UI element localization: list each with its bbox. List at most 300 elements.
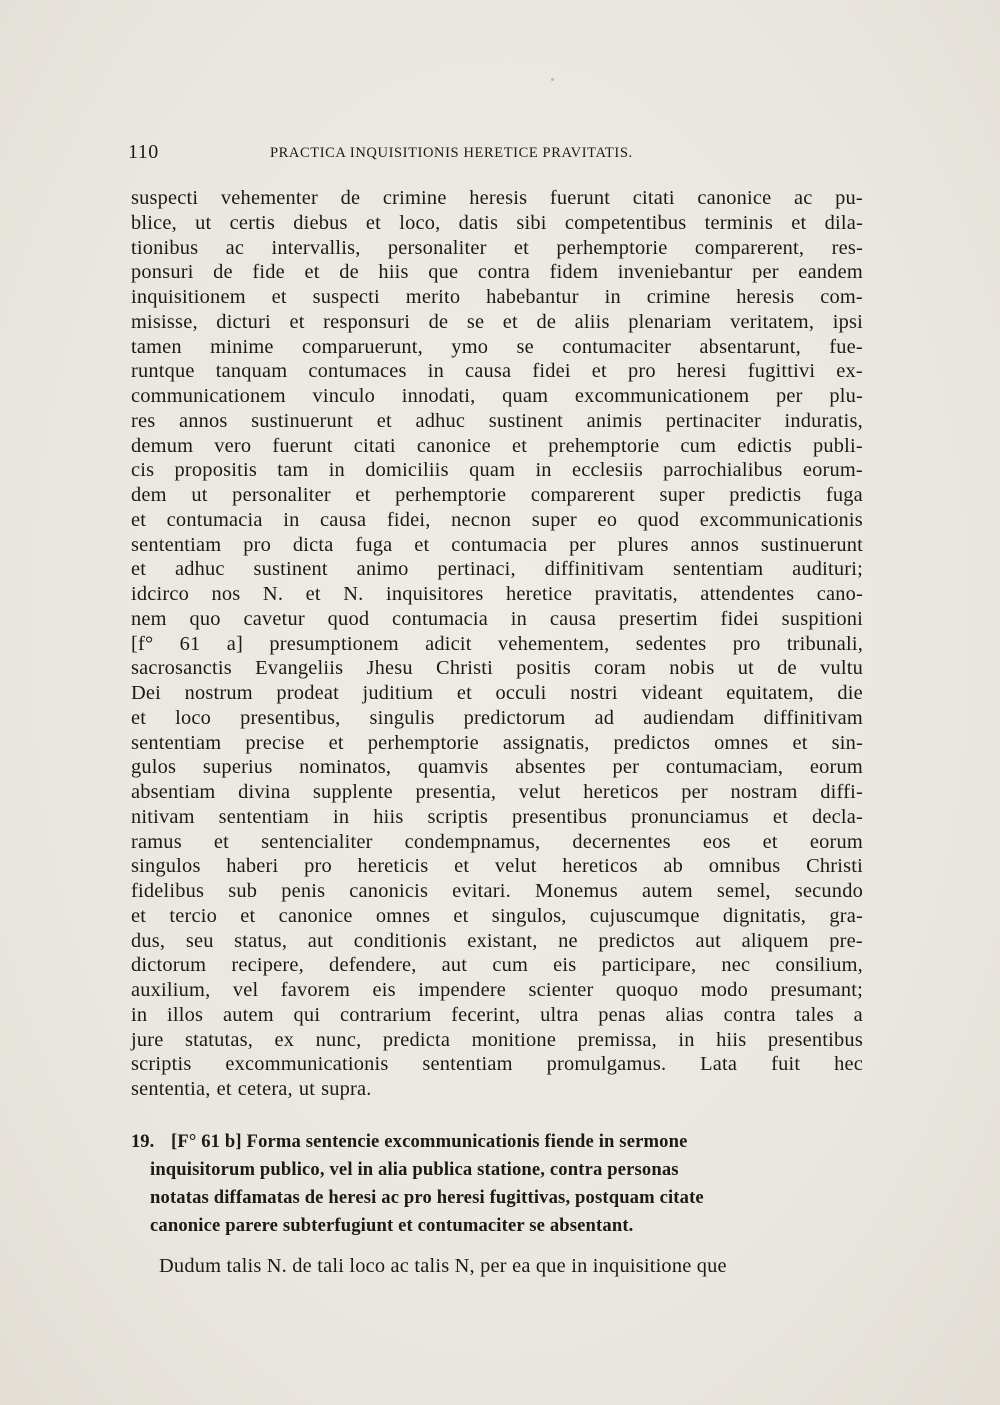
word: et: [328, 731, 344, 754]
word: semel,: [716, 880, 771, 902]
word: 61: [179, 632, 201, 655]
word: sententiam: [131, 533, 222, 556]
word: pravitatis,: [594, 583, 678, 605]
word: communicationem: [131, 385, 286, 407]
word: ac: [225, 236, 245, 259]
word: sustinent: [253, 558, 328, 581]
word: nostram: [730, 781, 798, 803]
word: presumant;: [770, 979, 863, 1001]
word: per: [752, 261, 779, 284]
word: Monemus: [534, 880, 618, 902]
word: fidei: [532, 360, 571, 383]
word: ab: [663, 855, 684, 878]
word: ne: [558, 929, 578, 952]
word: et: [213, 830, 230, 853]
word: competentibus: [564, 211, 687, 234]
word: evitari.: [452, 880, 511, 902]
word: misisse,: [131, 310, 198, 333]
word: occuli: [495, 682, 547, 704]
word: tanquam: [215, 360, 288, 383]
word: et: [512, 434, 528, 457]
word: cis: [131, 459, 155, 482]
section-heading-line: inquisitorum publico, vel in alia publica statione, contra personas: [150, 1159, 679, 1180]
word: gra-: [829, 904, 863, 927]
word: domiciliis: [365, 459, 449, 482]
word: veritatem,: [730, 310, 815, 333]
body-line: [131, 953, 863, 978]
word: et: [502, 310, 518, 333]
word: in: [427, 360, 444, 383]
word: dila-: [824, 211, 863, 234]
page-number: 110: [128, 141, 159, 163]
word: eo: [597, 508, 618, 531]
word: status,: [234, 929, 288, 952]
body-line: [131, 236, 863, 261]
word: sustinuerunt: [760, 533, 863, 556]
word: scriptis: [427, 805, 488, 828]
word: suspecti: [131, 187, 199, 209]
body-line: [131, 384, 863, 409]
section-heading-line: notatas diffamatas de heresi ac pro heresi fugittivas, postquam citate: [150, 1187, 704, 1208]
word: innodati,: [401, 385, 476, 407]
word: monitione: [471, 1028, 557, 1051]
word: fuit: [771, 1053, 801, 1076]
word: fide: [252, 261, 285, 284]
body-line: [131, 929, 863, 954]
word: et: [355, 484, 371, 506]
body-line: [131, 681, 863, 706]
word: cum: [492, 954, 529, 977]
word: et: [131, 904, 147, 927]
word: se: [516, 335, 534, 358]
word: eorum: [809, 830, 863, 853]
word: defendere,: [329, 954, 417, 977]
word: super: [659, 484, 705, 506]
body-line: [131, 508, 863, 533]
word: suspecti: [312, 286, 380, 308]
word: dus,: [131, 929, 166, 952]
word: de: [536, 310, 557, 333]
word: ymo: [451, 335, 489, 358]
word: consilium,: [775, 954, 863, 977]
word: vel: [232, 979, 259, 1001]
word: fuga: [355, 533, 393, 556]
word: condempnamus,: [404, 830, 541, 853]
word: et: [289, 310, 305, 333]
word: contra: [477, 261, 531, 284]
word: sedentes: [635, 632, 707, 655]
word: sibi: [516, 211, 547, 234]
word: nobis: [669, 657, 715, 680]
word: animis: [586, 409, 643, 432]
word: sentencialiter: [261, 830, 373, 853]
word: predicta: [382, 1028, 451, 1051]
word: tionibus: [131, 236, 199, 259]
word: res: [131, 409, 156, 432]
word: hiis: [378, 261, 409, 284]
word: in: [328, 459, 345, 482]
word: aut: [307, 929, 334, 952]
word: per: [681, 781, 708, 803]
word: premissa,: [577, 1028, 657, 1051]
word: Jhesu: [366, 657, 413, 680]
word: nos: [211, 583, 241, 605]
word: tam: [277, 459, 309, 482]
word: diffinitivam: [544, 558, 645, 581]
word: singulos,: [491, 904, 567, 927]
word: et: [240, 904, 256, 927]
word: vehementer: [220, 187, 319, 209]
word: hereticos: [583, 781, 659, 803]
word: de: [428, 310, 449, 333]
word: vinculo: [312, 385, 376, 407]
word: se: [466, 310, 485, 333]
body-line: [131, 904, 863, 929]
word: vultu: [820, 657, 863, 680]
word: et: [791, 211, 807, 234]
body-line: [131, 335, 863, 360]
body-line: [131, 483, 863, 508]
word: presentibus,: [240, 706, 341, 729]
word: cavetur: [243, 607, 305, 630]
word: terminis: [704, 211, 774, 234]
word: presentibus: [767, 1028, 863, 1051]
word: in: [283, 508, 300, 531]
word: cetera,: [237, 1078, 293, 1100]
word: loco,: [399, 211, 441, 234]
word: autem: [222, 1003, 274, 1026]
body-line: [131, 879, 863, 904]
word: per: [569, 533, 596, 556]
word: tamen: [131, 335, 182, 358]
word: tribunali,: [786, 632, 863, 655]
word: et: [454, 855, 470, 878]
word: et: [591, 360, 607, 383]
word: et: [792, 731, 808, 754]
word: pro: [732, 632, 761, 655]
word: ex-: [836, 360, 863, 383]
word: ponsuri: [131, 261, 194, 284]
word: crimine: [646, 286, 711, 308]
word: causa: [320, 508, 367, 531]
word: modo: [700, 979, 748, 1001]
word: in: [510, 607, 528, 630]
body-line: [131, 632, 863, 657]
word: et: [305, 583, 321, 605]
word: hec: [834, 1053, 863, 1076]
body-line: [131, 285, 863, 310]
word: ad: [594, 706, 615, 729]
word: dignitatis,: [722, 904, 807, 927]
word: hereticos: [562, 855, 638, 878]
word: comparerent: [530, 484, 635, 506]
word: recipere,: [231, 954, 304, 977]
word: omnes: [375, 904, 431, 927]
body-line: [131, 1028, 863, 1053]
word: Dei: [131, 682, 162, 704]
word: dicta: [292, 533, 334, 556]
word: pertinaciter: [665, 409, 761, 432]
word: pre-: [829, 929, 863, 952]
word: N.: [262, 583, 284, 605]
word: eandem: [798, 261, 863, 284]
word: decla-: [811, 805, 863, 828]
word: hiis: [373, 805, 404, 828]
word: penas: [598, 1003, 646, 1026]
word: autem: [642, 880, 693, 902]
word: heresis: [736, 286, 795, 308]
word: eorum-: [802, 459, 863, 482]
word: predictos: [598, 929, 675, 952]
word: prehemptorie: [548, 434, 660, 457]
word: et: [365, 211, 381, 234]
word: de: [340, 187, 361, 209]
word: citati: [353, 434, 396, 457]
word: contumaciam,: [665, 756, 784, 779]
word: de: [339, 261, 359, 284]
word: favorem: [280, 979, 351, 1001]
word: pro: [243, 533, 271, 556]
word: dictorum: [131, 954, 207, 977]
word: fuga: [825, 484, 863, 506]
word: fidei: [720, 607, 759, 630]
word: eis: [372, 979, 396, 1001]
word: nem: [131, 607, 167, 630]
body-line: [131, 978, 863, 1003]
word: tales: [795, 1003, 834, 1026]
word: contumacia: [451, 533, 548, 556]
word: divina: [238, 781, 291, 803]
word: a]: [226, 632, 244, 655]
word: et: [271, 286, 287, 308]
body-line: [131, 533, 863, 558]
word: de: [213, 261, 233, 284]
word: sententia,: [131, 1078, 211, 1100]
section-number: 19.: [131, 1131, 155, 1152]
word: idcirco: [131, 583, 190, 605]
word: adicit: [425, 632, 472, 655]
word: cujuscumque: [589, 904, 700, 927]
word: canonice: [278, 904, 353, 927]
word: sententiam: [131, 731, 222, 754]
body-line: [131, 359, 863, 384]
word: omnibus: [708, 855, 781, 878]
word: plures: [617, 533, 669, 556]
word: cano-: [816, 583, 863, 605]
word: vero: [214, 434, 252, 457]
word: in: [332, 805, 350, 828]
word: quod: [327, 607, 370, 630]
word: ecclesiis: [571, 459, 643, 482]
word: nostrum: [184, 682, 253, 704]
word: et: [513, 236, 530, 259]
word: et: [414, 533, 430, 556]
word: impendere: [418, 979, 507, 1001]
word: dicturi: [216, 310, 271, 333]
word: contumacia: [166, 508, 263, 531]
body-line: [131, 1052, 863, 1077]
word: presumptionem: [269, 632, 399, 655]
word: et: [216, 1078, 232, 1100]
word: penis: [281, 880, 326, 902]
word: canonice: [697, 187, 772, 209]
word: eorum: [809, 756, 863, 779]
word: contrarium: [339, 1003, 432, 1026]
word: diffi-: [820, 781, 863, 803]
section-heading-line: canonice parere subterfugiunt et contumaciter se absentant.: [150, 1215, 634, 1236]
word: demum: [131, 434, 194, 457]
word: et: [453, 904, 469, 927]
word: pertinaci,: [437, 558, 516, 581]
word: necnon: [451, 508, 512, 531]
word: et: [131, 706, 147, 729]
word: sub: [228, 880, 258, 902]
word: N.: [343, 583, 364, 605]
word: audiendam: [643, 706, 735, 729]
word: existant,: [467, 929, 538, 952]
word: loco: [175, 706, 212, 729]
word: superius: [202, 756, 273, 779]
word: perhemptorie: [556, 236, 668, 259]
word: intervallis,: [271, 236, 361, 259]
word: contumaces: [308, 360, 407, 383]
word: comparerent,: [694, 236, 805, 259]
word: et: [456, 682, 472, 704]
word: positis: [516, 657, 571, 680]
body-line: [131, 582, 863, 607]
word: tercio: [169, 904, 217, 927]
word: pro: [304, 855, 332, 878]
word: secundo: [794, 880, 863, 902]
word: singulis: [369, 706, 435, 729]
word: die: [837, 682, 863, 704]
word: de: [777, 657, 797, 680]
word: canonicis: [349, 880, 429, 902]
word: ipsi: [832, 310, 863, 333]
word: sententiam: [218, 805, 310, 828]
word: diffinitivam: [763, 706, 863, 729]
body-line: [131, 186, 863, 211]
word: equitatem,: [726, 682, 814, 704]
word: et: [772, 805, 789, 828]
word: illos: [167, 1003, 204, 1026]
word: audituri;: [792, 558, 863, 581]
word: personaliter: [387, 236, 487, 259]
word: in: [131, 1003, 148, 1026]
word: pronunciamus: [630, 805, 749, 828]
word: diebus: [293, 211, 348, 234]
body-line: [131, 211, 863, 236]
word: presertim: [618, 607, 698, 630]
word: hereticis: [357, 855, 429, 878]
word: induratis,: [784, 409, 863, 432]
word: supplente: [312, 781, 393, 803]
word: inquisitionem: [131, 286, 246, 308]
word: propositis: [174, 459, 257, 482]
word: vehementem,: [497, 632, 610, 655]
page-header: [128, 141, 828, 167]
body-line: [131, 434, 863, 459]
word: blice,: [131, 211, 177, 234]
word: absentes: [515, 756, 586, 779]
word: omnes: [714, 731, 769, 754]
word: Christi: [436, 657, 493, 680]
body-line: [131, 656, 863, 681]
body-line: [131, 1003, 863, 1028]
word: fidei,: [386, 508, 431, 531]
word: ramus: [131, 830, 182, 853]
word: velut: [518, 781, 561, 803]
word: fuerunt: [272, 434, 333, 457]
word: Lata: [700, 1053, 738, 1076]
word: fidem: [549, 261, 599, 284]
word: haberi: [226, 855, 279, 878]
body-line: [131, 557, 863, 582]
word: ut: [195, 211, 212, 234]
word: videant: [641, 682, 703, 704]
word: responsuri: [323, 310, 411, 333]
final-line: Dudum talis N. de tali loco ac talis N, per ea que in inquisitione que: [159, 1255, 727, 1277]
word: absentarunt,: [699, 335, 801, 358]
word: dem: [131, 484, 167, 506]
word: coram: [594, 657, 647, 680]
word: crimine: [382, 187, 447, 209]
word: nunc,: [315, 1028, 362, 1051]
word: fidelibus: [131, 880, 205, 902]
word: velut: [494, 855, 537, 878]
word: pu-: [835, 187, 863, 209]
word: prodeat: [276, 682, 339, 704]
word: plenariam: [628, 310, 712, 333]
word: quam: [502, 385, 549, 407]
word: quam: [469, 459, 516, 482]
word: juditium: [362, 682, 434, 704]
word: nominatos,: [299, 756, 392, 779]
word: alias: [665, 1003, 704, 1026]
word: assignatis,: [502, 731, 590, 754]
word: absentiam: [131, 781, 216, 803]
word: que: [428, 261, 459, 284]
word: super: [531, 508, 577, 531]
word: Christi: [806, 855, 863, 878]
body-line: [131, 706, 863, 731]
word: cum: [680, 434, 717, 457]
word: qui: [293, 1003, 321, 1026]
word: presentibus: [511, 805, 608, 828]
word: merito: [405, 286, 461, 308]
section-heading-line: [F° 61 b] Forma sentencie excommunicationis fiende in sermone: [171, 1131, 688, 1152]
word: canonice: [416, 434, 491, 457]
word: sustinent: [488, 409, 563, 432]
word: annos: [690, 533, 740, 556]
word: precise: [245, 731, 305, 754]
body-line: [131, 607, 863, 632]
body-line: [131, 854, 863, 879]
word: aliquem: [741, 929, 809, 952]
word: sententiam: [672, 558, 764, 581]
word: presentia,: [415, 781, 497, 803]
word: contumacia: [392, 607, 489, 630]
word: com-: [820, 286, 863, 308]
word: scienter: [528, 979, 594, 1001]
word: publi-: [812, 434, 863, 457]
body-line: [131, 755, 863, 780]
word: Evangeliis: [255, 657, 344, 680]
word: et: [131, 508, 147, 531]
word: parrochialibus: [663, 459, 783, 482]
word: excommunicationis: [699, 508, 863, 531]
word: adhuc: [415, 409, 466, 432]
